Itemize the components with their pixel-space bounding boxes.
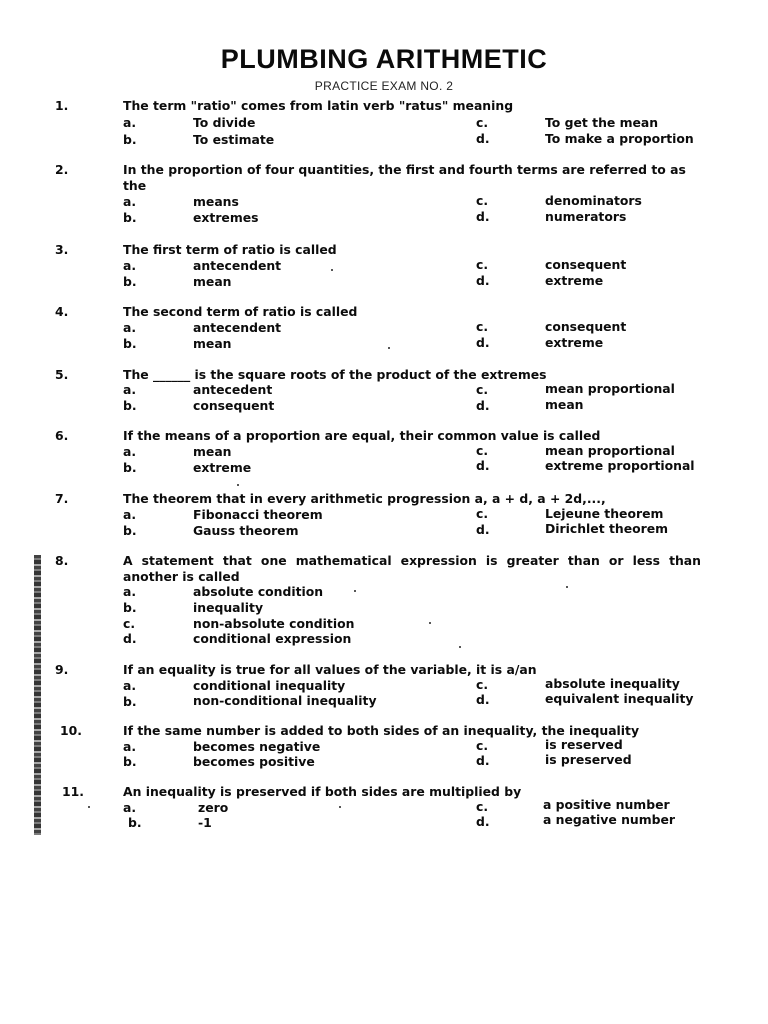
- option-letter: b.: [128, 815, 142, 830]
- option-letter: a.: [123, 739, 137, 754]
- option-letter: b.: [123, 600, 137, 615]
- question-text: The first term of ratio is called: [123, 242, 337, 257]
- option-letter: d.: [476, 692, 490, 707]
- option-a: antecendent: [193, 258, 282, 273]
- option-c: Lejeune theorem: [545, 506, 664, 521]
- option-letter: c.: [476, 677, 489, 692]
- scan-speck: [459, 646, 461, 648]
- question-number: 9.: [55, 662, 69, 677]
- question-number: 2.: [55, 162, 69, 177]
- option-c: absolute inequality: [545, 676, 680, 691]
- option-letter: b.: [123, 754, 137, 769]
- option-letter: c.: [476, 257, 489, 272]
- option-letter: c.: [123, 616, 136, 631]
- option-letter: b.: [123, 523, 137, 538]
- option-letter: b.: [123, 336, 137, 351]
- option-c: denominators: [545, 193, 642, 208]
- scan-speck: [339, 806, 341, 808]
- option-b: extreme: [193, 460, 252, 475]
- option-c: is reserved: [545, 737, 623, 752]
- option-b: non-conditional inequality: [193, 693, 377, 708]
- option-letter: a.: [123, 194, 137, 209]
- option-d: extreme proportional: [545, 458, 695, 473]
- option-d: conditional expression: [193, 631, 352, 646]
- question-number: 3.: [55, 242, 69, 257]
- option-b: extremes: [193, 210, 259, 225]
- option-a: absolute condition: [193, 584, 324, 599]
- option-b: To estimate: [193, 132, 275, 147]
- option-letter: b.: [123, 274, 137, 289]
- option-c: mean proportional: [545, 443, 675, 458]
- option-a: mean: [193, 444, 232, 459]
- option-c: a positive number: [543, 797, 670, 812]
- scan-edge-artifact: [34, 555, 41, 835]
- option-c: mean proportional: [545, 381, 675, 396]
- option-letter: d.: [123, 631, 137, 646]
- option-a: antecedent: [193, 382, 273, 397]
- option-letter: b.: [123, 210, 137, 225]
- option-letter: c.: [476, 193, 489, 208]
- question-number: 11.: [62, 784, 84, 799]
- question-text: In the proportion of four quantities, the first and fourth terms are referred to as the: [123, 162, 686, 193]
- scan-speck: [331, 269, 333, 271]
- option-letter: d.: [476, 335, 490, 350]
- question-text: The theorem that in every arithmetic progression a, a + d, a + 2d,...,: [123, 491, 606, 506]
- question-text: The ______ is the square roots of the product of the extremes: [123, 367, 547, 382]
- option-b: inequality: [193, 600, 264, 615]
- option-a: antecendent: [193, 320, 282, 335]
- question-text: If an equality is true for all values of the variable, it is a/an: [123, 662, 537, 677]
- option-letter: b.: [123, 460, 137, 475]
- option-a: To divide: [193, 115, 256, 130]
- scan-speck: [566, 586, 568, 588]
- question-text: The second term of ratio is called: [123, 304, 358, 319]
- scan-speck: [354, 590, 356, 592]
- option-letter: b.: [123, 694, 137, 709]
- option-letter: d.: [476, 522, 490, 537]
- scan-speck: [429, 622, 431, 624]
- option-letter: d.: [476, 753, 490, 768]
- option-letter: c.: [476, 443, 489, 458]
- question-number: 7.: [55, 491, 69, 506]
- option-c: non-absolute condition: [193, 616, 355, 631]
- question-text: If the same number is added to both sides of an inequality, the inequality: [123, 723, 640, 738]
- option-b: consequent: [193, 398, 275, 413]
- scan-speck: [88, 806, 90, 808]
- question-number: 4.: [55, 304, 69, 319]
- option-b: becomes positive: [193, 754, 315, 769]
- option-letter: a.: [123, 584, 137, 599]
- option-b: -1: [198, 815, 212, 830]
- option-letter: d.: [476, 209, 490, 224]
- option-d: a negative number: [543, 812, 676, 827]
- option-letter: d.: [476, 814, 490, 829]
- option-letter: d.: [476, 273, 490, 288]
- option-letter: c.: [476, 319, 489, 334]
- question-number: 10.: [60, 723, 82, 738]
- option-letter: a.: [123, 258, 137, 273]
- option-d: mean: [545, 397, 584, 412]
- option-letter: c.: [476, 799, 489, 814]
- option-letter: a.: [123, 115, 137, 130]
- option-a: zero: [198, 800, 229, 815]
- option-c: consequent: [545, 257, 627, 272]
- option-d: To make a proportion: [545, 131, 694, 146]
- option-letter: a.: [123, 444, 137, 459]
- option-letter: d.: [476, 458, 490, 473]
- option-letter: b.: [123, 132, 137, 147]
- question-text: An inequality is preserved if both sides are multiplied by: [123, 784, 522, 799]
- option-a: means: [193, 194, 239, 209]
- question-number: 8.: [55, 553, 69, 568]
- option-letter: b.: [123, 398, 137, 413]
- option-d: extreme: [545, 273, 604, 288]
- question-text: The term "ratio" comes from latin verb "ratus" meaning: [123, 98, 514, 113]
- page-subtitle: PRACTICE EXAM NO. 2: [314, 79, 454, 93]
- question-text: A statement that one mathematical expression is greater than or less than another is called: [123, 553, 701, 584]
- question-number: 5.: [55, 367, 69, 382]
- option-d: equivalent inequality: [545, 691, 694, 706]
- scan-speck: [237, 484, 239, 486]
- scan-speck: [388, 347, 390, 349]
- option-d: Dirichlet theorem: [545, 521, 669, 536]
- option-letter: d.: [476, 131, 490, 146]
- option-letter: a.: [123, 678, 137, 693]
- page-title: PLUMBING ARITHMETIC: [220, 44, 548, 74]
- option-b: mean: [193, 274, 232, 289]
- option-letter: a.: [123, 382, 137, 397]
- option-letter: c.: [476, 115, 489, 130]
- option-letter: c.: [476, 382, 489, 397]
- option-d: numerators: [545, 209, 627, 224]
- option-b: mean: [193, 336, 232, 351]
- option-a: conditional inequality: [193, 678, 346, 693]
- option-letter: c.: [476, 506, 489, 521]
- question-number: 6.: [55, 428, 69, 443]
- option-c: To get the mean: [545, 115, 659, 130]
- question-number: 1.: [55, 98, 69, 113]
- option-d: extreme: [545, 335, 604, 350]
- option-letter: a.: [123, 800, 137, 815]
- option-d: is preserved: [545, 752, 632, 767]
- option-letter: a.: [123, 320, 137, 335]
- option-c: consequent: [545, 319, 627, 334]
- option-letter: c.: [476, 738, 489, 753]
- option-b: Gauss theorem: [193, 523, 299, 538]
- option-letter: d.: [476, 398, 490, 413]
- option-a: becomes negative: [193, 739, 321, 754]
- option-letter: a.: [123, 507, 137, 522]
- question-text: If the means of a proportion are equal, their common value is called: [123, 428, 601, 443]
- option-a: Fibonacci theorem: [193, 507, 323, 522]
